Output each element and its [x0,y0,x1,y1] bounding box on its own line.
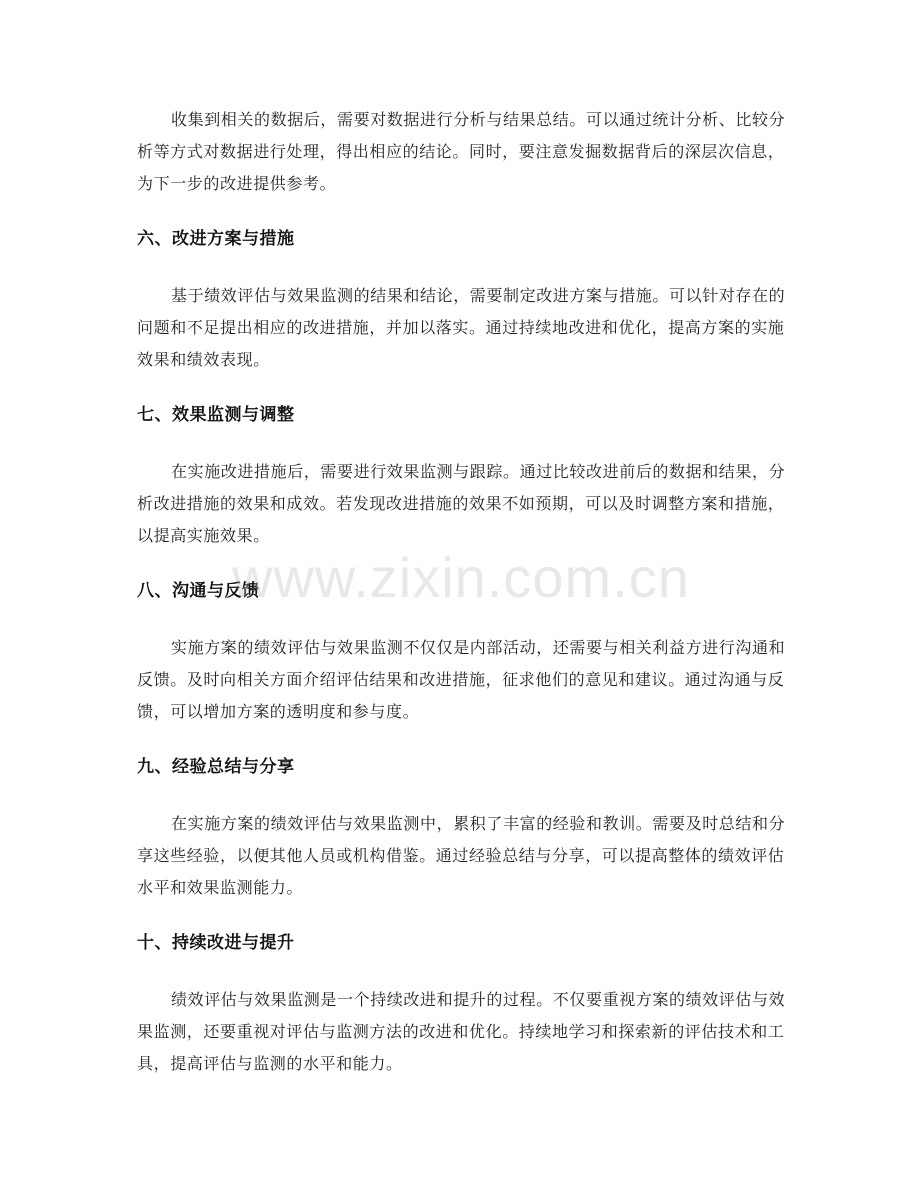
heading-effect-monitoring: 七、效果监测与调整 [137,405,295,425]
paragraph-data-analysis: 收集到相关的数据后，需要对数据进行分析与结果总结。可以通过统计分析、比较分析等方式对数据进行处理，得出相应的结论。同时，要注意发掘数据背后的深层次信息，为下一步的改进提供参考。 [137,110,786,193]
paragraph-effect-monitoring: 在实施改进措施后，需要进行效果监测与跟踪。通过比较改进前后的数据和结果，分析改进措施的效果和成效。若发现改进措施的效果不如预期，可以及时调整方案和措施，以提高实施效果。 [137,462,786,545]
paragraph-continuous-improvement: 绩效评估与效果监测是一个持续改进和提升的过程。不仅要重视方案的绩效评估与效果监测，还要重视对评估与监测方法的改进和优化。持续地学习和探索新的评估技术和工具，提高评估与监测的水平和能力。 [137,990,786,1073]
watermark-text: www.zixin.com.cn [232,546,690,609]
paragraph-improvement-plan: 基于绩效评估与效果监测的结果和结论，需要制定改进方案与措施。可以针对存在的问题和不足提出相应的改进措施，并加以落实。通过持续地改进和优化，提高方案的实施效果和绩效表现。 [137,286,786,369]
paragraph-communication-feedback: 实施方案的绩效评估与效果监测不仅仅是内部活动，还需要与相关利益方进行沟通和反馈。及时向相关方面介绍评估结果和改进措施，征求他们的意见和建议。通过沟通与反馈，可以增加方案的透明度和参与度。 [137,638,786,721]
heading-communication-feedback: 八、沟通与反馈 [137,581,260,601]
heading-improvement-plan: 六、改进方案与措施 [137,229,295,249]
heading-continuous-improvement: 十、持续改进与提升 [137,933,295,953]
heading-experience-summary: 九、经验总结与分享 [137,757,295,777]
paragraph-experience-summary: 在实施方案的绩效评估与效果监测中，累积了丰富的经验和教训。需要及时总结和分享这些经验，以便其他人员或机构借鉴。通过经验总结与分享，可以提高整体的绩效评估水平和效果监测能力。 [137,814,786,897]
